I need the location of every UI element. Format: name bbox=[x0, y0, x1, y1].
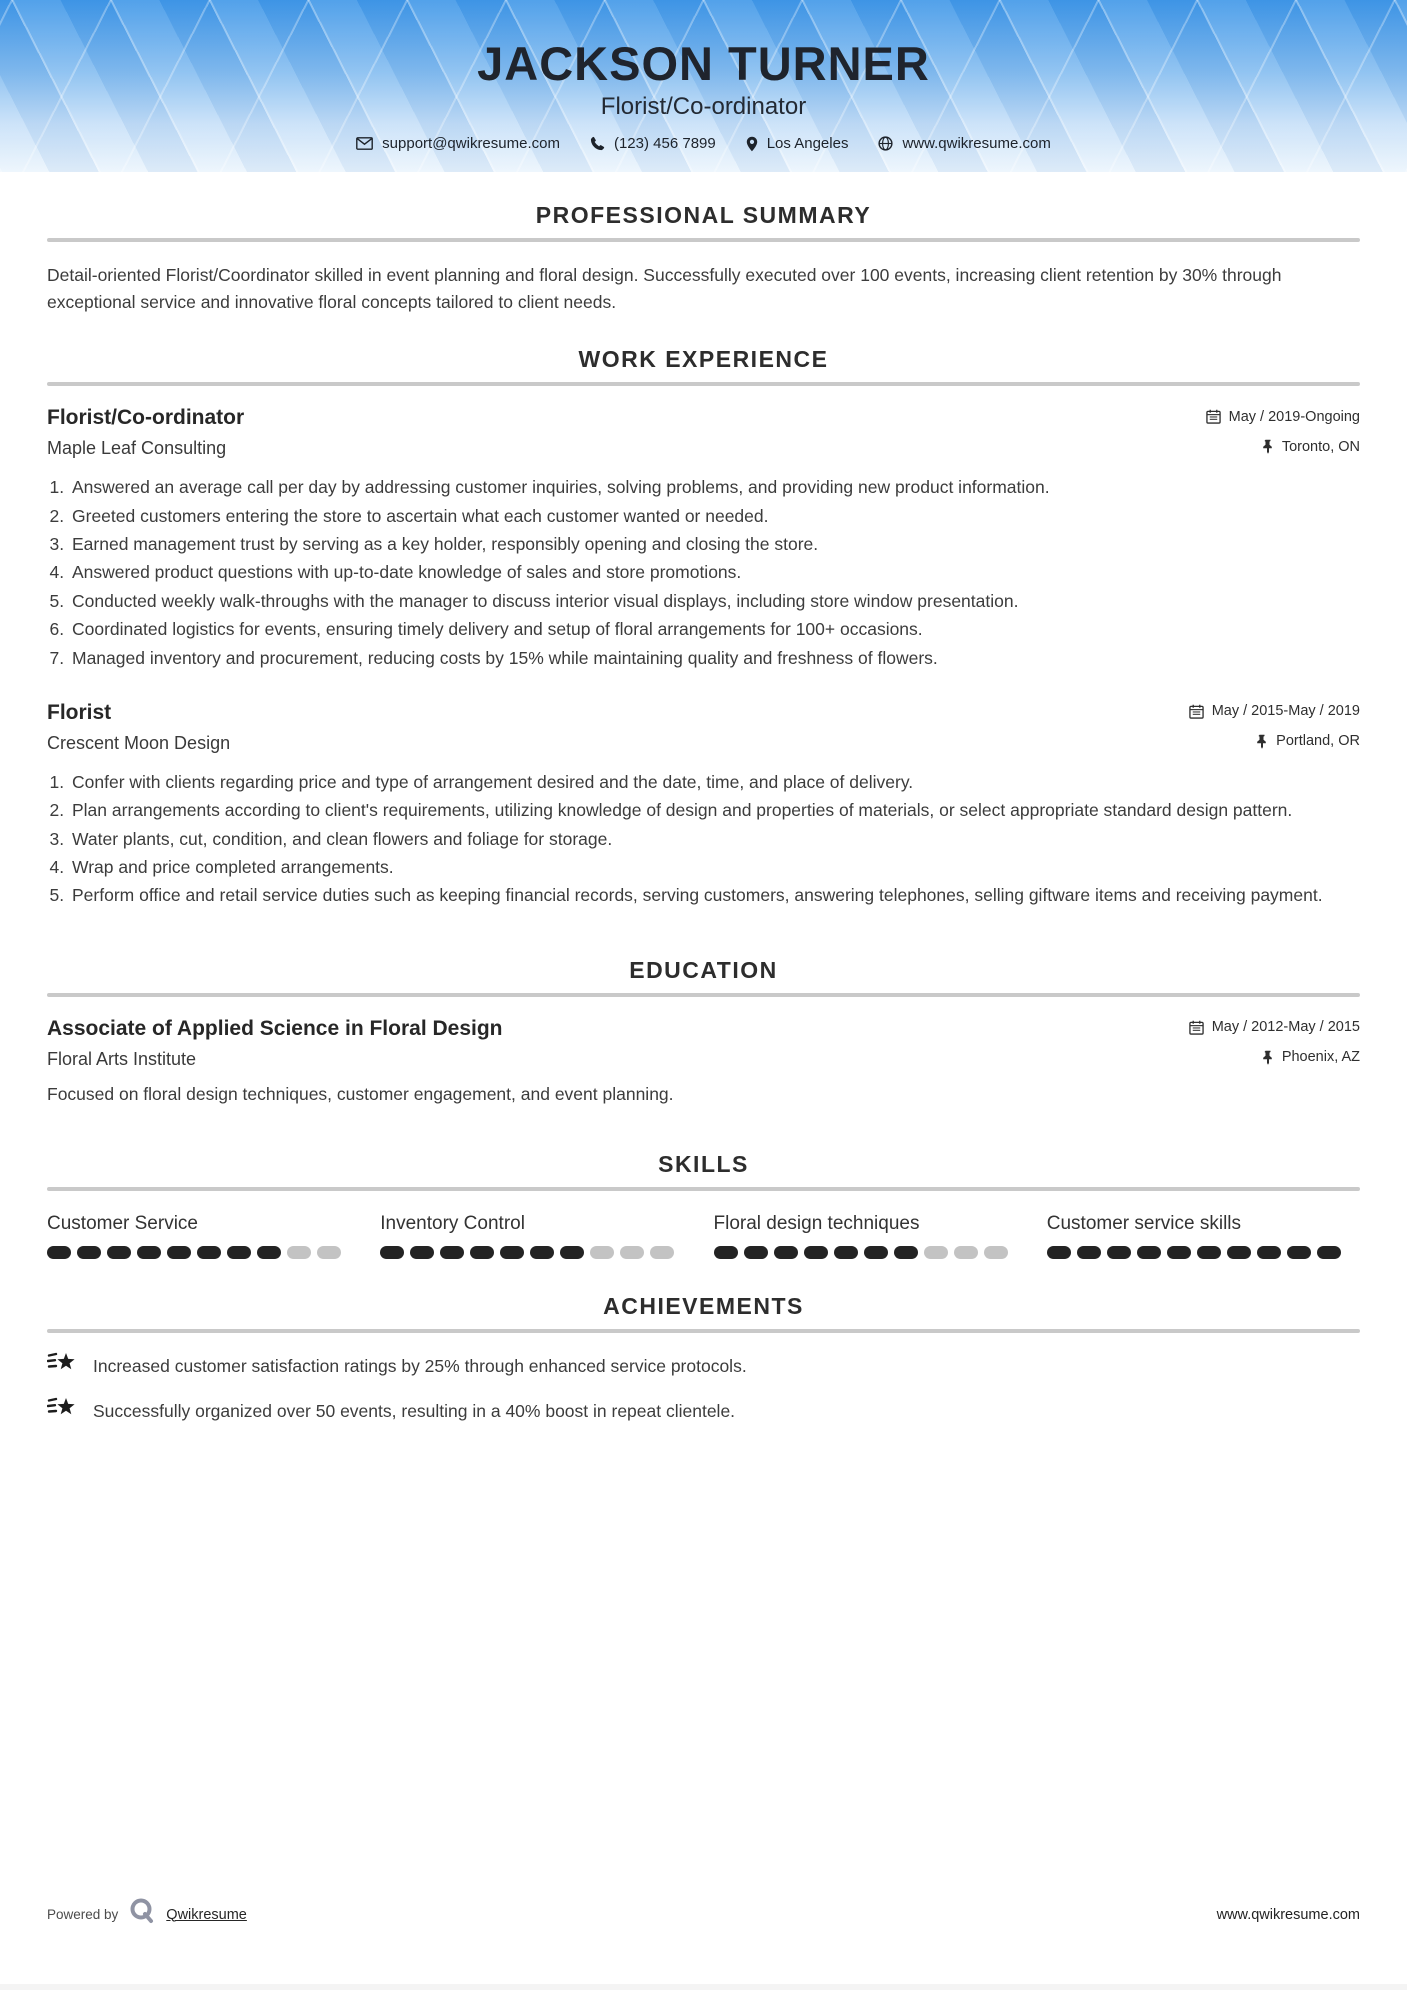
skill-dot bbox=[1137, 1246, 1161, 1259]
skill-dot bbox=[834, 1246, 858, 1259]
section-divider bbox=[47, 993, 1360, 997]
section-divider bbox=[47, 238, 1360, 242]
skill-item bbox=[47, 1213, 360, 1259]
job-title: Florist bbox=[47, 700, 112, 724]
skill-level-meter bbox=[1047, 1246, 1360, 1259]
skill-dot bbox=[1197, 1246, 1221, 1259]
skill-dot bbox=[1257, 1246, 1281, 1259]
achievement-text: Successfully organized over 50 events, resulting in a 40% boost in repeat clientele. bbox=[93, 1400, 736, 1421]
summary-heading: PROFESSIONAL SUMMARY bbox=[535, 202, 872, 228]
skill-item bbox=[1047, 1213, 1360, 1259]
skill-dot bbox=[1047, 1246, 1071, 1259]
contact-location-text: Los Angeles bbox=[766, 135, 849, 152]
section-divider bbox=[47, 1329, 1360, 1333]
skill-dot bbox=[77, 1246, 101, 1259]
pushpin-icon bbox=[1256, 734, 1268, 749]
shooting-star-icon bbox=[47, 1349, 77, 1380]
page-bottom-edge bbox=[0, 1984, 1407, 1990]
job-dates bbox=[1189, 703, 1360, 719]
skills-heading: SKILLS bbox=[658, 1150, 749, 1177]
person-name: JACKSON TURNER bbox=[477, 37, 930, 90]
calendar-icon bbox=[1189, 704, 1204, 719]
job-bullet: 3. Water plants, cut, condition, and clean flowers and foliage for storage. bbox=[69, 827, 1360, 852]
powered-by-label: Powered by bbox=[47, 1907, 119, 1922]
section-summary bbox=[47, 202, 1360, 316]
skill-dot bbox=[257, 1246, 281, 1259]
skill-dot bbox=[137, 1246, 161, 1259]
section-skills bbox=[47, 1151, 1360, 1259]
contact-bar bbox=[0, 135, 1407, 152]
footer-website-link[interactable]: www.qwikresume.com bbox=[1216, 1906, 1360, 1923]
job-company: Maple Leaf Consulting bbox=[47, 438, 227, 459]
education-entry bbox=[47, 1017, 1360, 1105]
skill-dot bbox=[197, 1246, 221, 1259]
education-dates-text: May / 2012-May / 2015 bbox=[1211, 1019, 1360, 1036]
skill-item bbox=[380, 1213, 693, 1259]
education-dates bbox=[1189, 1019, 1360, 1035]
page-footer bbox=[47, 1897, 1360, 1932]
job-bullet: 4. Wrap and price completed arrangements. bbox=[69, 855, 1360, 880]
job-bullet: 3. Earned management trust by serving as a key holder, responsibly opening and closing the store. bbox=[69, 532, 1360, 557]
skill-dot bbox=[620, 1246, 644, 1259]
skill-dot bbox=[287, 1246, 311, 1259]
skill-name: Customer service skills bbox=[1046, 1212, 1242, 1234]
contact-email-text: support@qwikresume.com bbox=[382, 135, 560, 152]
education-heading: EDUCATION bbox=[629, 956, 778, 983]
section-achievements bbox=[47, 1293, 1360, 1425]
job-entry bbox=[47, 406, 1360, 671]
resume-body bbox=[0, 202, 1407, 1425]
skill-dot bbox=[1167, 1246, 1191, 1259]
job-bullet: 5. Perform office and retail service duties such as keeping financial records, serving customers, answering telephones, selling giftware items and receiving payment. bbox=[69, 883, 1360, 908]
achievement-item bbox=[47, 1396, 1360, 1425]
job-dates bbox=[1206, 409, 1360, 425]
summary-text: Detail-oriented Florist/Coordinator skilled in event planning and floral design. Successfully executed over 100 events, increasing client retention by 30% through exceptional service and innovative floral concepts tailored to client needs. bbox=[47, 265, 1282, 313]
section-experience bbox=[47, 346, 1360, 909]
map-pin-icon bbox=[746, 136, 758, 152]
education-degree: Associate of Applied Science in Floral Design bbox=[47, 1016, 503, 1040]
job-bullet: 1. Answered an average call per day by addressing customer inquiries, solving problems, and providing new product information. bbox=[69, 475, 1360, 500]
job-title: Florist/Co-ordinator bbox=[47, 406, 245, 430]
calendar-icon bbox=[1206, 409, 1221, 424]
skill-dot bbox=[440, 1246, 464, 1259]
person-job-title: Florist/Co-ordinator bbox=[600, 93, 807, 120]
skill-level-meter bbox=[380, 1246, 693, 1259]
skill-level-meter bbox=[714, 1246, 1027, 1259]
job-dates-text: May / 2015-May / 2019 bbox=[1211, 703, 1360, 720]
job-location bbox=[1256, 733, 1360, 749]
skill-dot bbox=[227, 1246, 251, 1259]
contact-phone-text: (123) 456 7899 bbox=[613, 135, 716, 152]
job-bullet: 2. Plan arrangements according to client's requirements, utilizing knowledge of design and properties of materials, or select appropriate standard design pattern. bbox=[69, 798, 1360, 823]
skill-dot bbox=[1107, 1246, 1131, 1259]
job-entry bbox=[47, 701, 1360, 909]
achievements-heading: ACHIEVEMENTS bbox=[603, 1292, 804, 1319]
shooting-star-icon bbox=[47, 1394, 77, 1425]
contact-website bbox=[878, 135, 1050, 152]
education-school: Floral Arts Institute bbox=[47, 1048, 197, 1069]
contact-phone bbox=[590, 135, 716, 152]
job-bullet: 7. Managed inventory and procurement, reducing costs by 15% while maintaining quality and freshness of flowers. bbox=[69, 646, 1360, 671]
skill-dot bbox=[774, 1246, 798, 1259]
skill-name: Floral design techniques bbox=[713, 1212, 920, 1234]
skill-dot bbox=[650, 1246, 674, 1259]
job-bullet: 4. Answered product questions with up-to-date knowledge of sales and store promotions. bbox=[69, 560, 1360, 585]
skill-dot bbox=[167, 1246, 191, 1259]
skill-dot bbox=[984, 1246, 1008, 1259]
skill-dot bbox=[1077, 1246, 1101, 1259]
skill-dot bbox=[317, 1246, 341, 1259]
skill-dot bbox=[864, 1246, 888, 1259]
skill-dot bbox=[924, 1246, 948, 1259]
education-location-text: Phoenix, AZ bbox=[1281, 1049, 1360, 1066]
job-location-text: Toronto, ON bbox=[1281, 438, 1360, 455]
skill-dot bbox=[410, 1246, 434, 1259]
job-bullet: 6. Coordinated logistics for events, ensuring timely delivery and setup of floral arrangements for 100+ occasions. bbox=[69, 617, 1360, 642]
phone-icon bbox=[590, 136, 605, 151]
skill-dot bbox=[560, 1246, 584, 1259]
contact-location bbox=[746, 135, 849, 152]
job-duties-list bbox=[47, 475, 1360, 671]
job-bullet: 5. Conducted weekly walk-throughs with the manager to discuss interior visual displays, including store window presentation. bbox=[69, 589, 1360, 614]
job-dates-text: May / 2019-Ongoing bbox=[1228, 408, 1360, 425]
skill-dot bbox=[380, 1246, 404, 1259]
skill-dot bbox=[500, 1246, 524, 1259]
skill-dot bbox=[714, 1246, 738, 1259]
job-bullet: 1. Confer with clients regarding price and type of arrangement desired and the date, time, and place of delivery. bbox=[69, 770, 1360, 795]
skill-dot bbox=[47, 1246, 71, 1259]
job-company: Crescent Moon Design bbox=[47, 732, 231, 753]
contact-website-text: www.qwikresume.com bbox=[902, 135, 1051, 152]
skill-dot bbox=[804, 1246, 828, 1259]
education-description: Focused on floral design techniques, customer engagement, and event planning. bbox=[47, 1083, 674, 1104]
job-bullet: 2. Greeted customers entering the store to ascertain what each customer wanted or needed. bbox=[69, 504, 1360, 529]
achievement-item bbox=[47, 1351, 1360, 1380]
skill-dot bbox=[954, 1246, 978, 1259]
skill-dot bbox=[1317, 1246, 1341, 1259]
skill-level-meter bbox=[47, 1246, 360, 1259]
skill-item bbox=[714, 1213, 1027, 1259]
skill-name: Inventory Control bbox=[380, 1212, 525, 1234]
qwikresume-link[interactable]: Qwikresume bbox=[166, 1906, 247, 1923]
skill-dot bbox=[1287, 1246, 1311, 1259]
globe-icon bbox=[878, 136, 893, 151]
pushpin-icon bbox=[1262, 1050, 1274, 1065]
job-location bbox=[1262, 439, 1360, 455]
qwikresume-q-icon bbox=[128, 1897, 156, 1932]
section-divider bbox=[47, 382, 1360, 386]
skill-dot bbox=[590, 1246, 614, 1259]
skills-grid bbox=[47, 1213, 1360, 1259]
achievement-text: Increased customer satisfaction ratings by 25% through enhanced service protocols. bbox=[93, 1355, 747, 1376]
section-divider bbox=[47, 1187, 1360, 1191]
skill-dot bbox=[470, 1246, 494, 1259]
skill-dot bbox=[107, 1246, 131, 1259]
skill-name: Customer Service bbox=[47, 1212, 198, 1234]
skill-dot bbox=[1227, 1246, 1251, 1259]
resume-header bbox=[0, 0, 1407, 172]
education-location bbox=[1262, 1049, 1360, 1065]
skill-dot bbox=[744, 1246, 768, 1259]
achievements-list bbox=[47, 1351, 1360, 1425]
contact-email bbox=[356, 135, 560, 152]
envelope-icon bbox=[356, 137, 373, 150]
skill-dot bbox=[530, 1246, 554, 1259]
experience-heading: WORK EXPERIENCE bbox=[578, 346, 829, 373]
skill-dot bbox=[894, 1246, 918, 1259]
section-education bbox=[47, 957, 1360, 1105]
pushpin-icon bbox=[1262, 439, 1274, 454]
job-duties-list bbox=[47, 770, 1360, 909]
job-location-text: Portland, OR bbox=[1276, 733, 1360, 750]
calendar-icon bbox=[1189, 1020, 1204, 1035]
